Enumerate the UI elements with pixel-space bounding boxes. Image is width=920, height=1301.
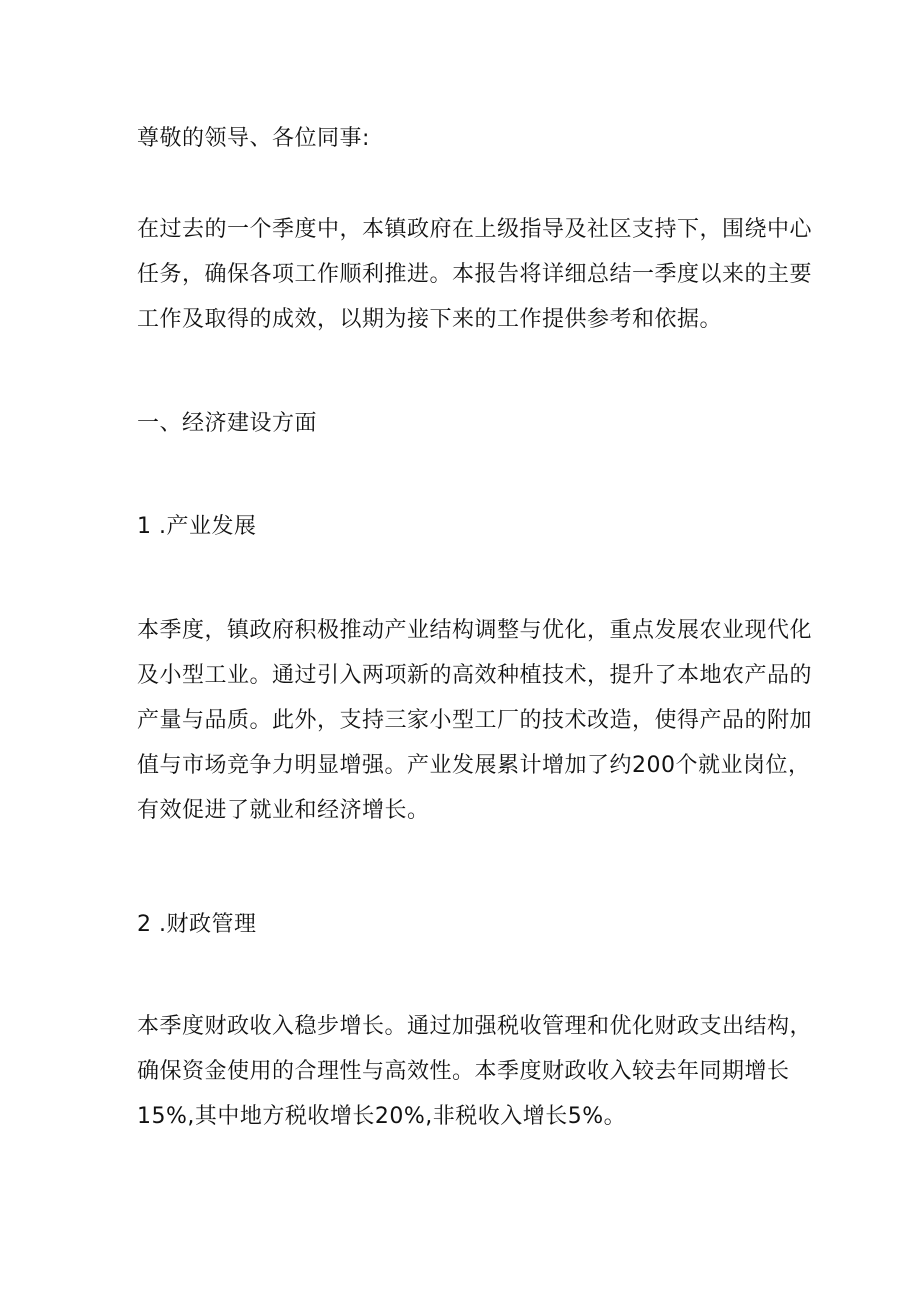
greeting-text: 尊敬的领导、各位同事: xyxy=(137,126,370,151)
industry-paragraph xyxy=(137,608,813,833)
finance-line: 15%,其中地方税收增长20%,非税收入增长5%。 xyxy=(137,1104,627,1129)
industry-line: 产量与品质。此外，支持三家小型工厂的技术改造，使得产品的附加 xyxy=(137,708,813,733)
section-heading-text: 一、经济建设方面 xyxy=(137,411,318,436)
subsection-heading-finance xyxy=(137,902,797,947)
finance-line: 确保资金使用的合理性与高效性。本季度财政收入较去年同期增长 xyxy=(137,1059,790,1084)
industry-line: 值与市场竞争力明显增强。产业发展累计增加了约200个就业岗位， xyxy=(137,753,811,778)
subsection-heading-industry xyxy=(137,504,797,549)
subsection-heading-text: 2 .财政管理 xyxy=(137,912,257,937)
intro-line: 在过去的一个季度中，本镇政府在上级指导及社区支持下，围绕中心 xyxy=(137,217,813,242)
intro-line: 任务，确保各项工作顺利推进。本报告将详细总结一季度以来的主要 xyxy=(137,262,813,287)
intro-line: 工作及取得的成效，以期为接下来的工作提供参考和依据。 xyxy=(137,307,723,332)
subsection-heading-text: 1 .产业发展 xyxy=(137,514,257,539)
section-heading-economy xyxy=(137,401,797,446)
finance-paragraph xyxy=(137,1004,813,1139)
intro-paragraph xyxy=(137,207,813,342)
industry-line: 及小型工业。通过引入两项新的高效种植技术，提升了本地农产品的 xyxy=(137,663,813,688)
greeting-line xyxy=(137,116,797,161)
finance-line: 本季度财政收入稳步增长。通过加强税收管理和优化财政支出结构， xyxy=(137,1014,813,1039)
industry-line: 有效促进了就业和经济增长。 xyxy=(137,798,430,823)
industry-line: 本季度，镇政府积极推动产业结构调整与优化，重点发展农业现代化 xyxy=(137,618,813,643)
